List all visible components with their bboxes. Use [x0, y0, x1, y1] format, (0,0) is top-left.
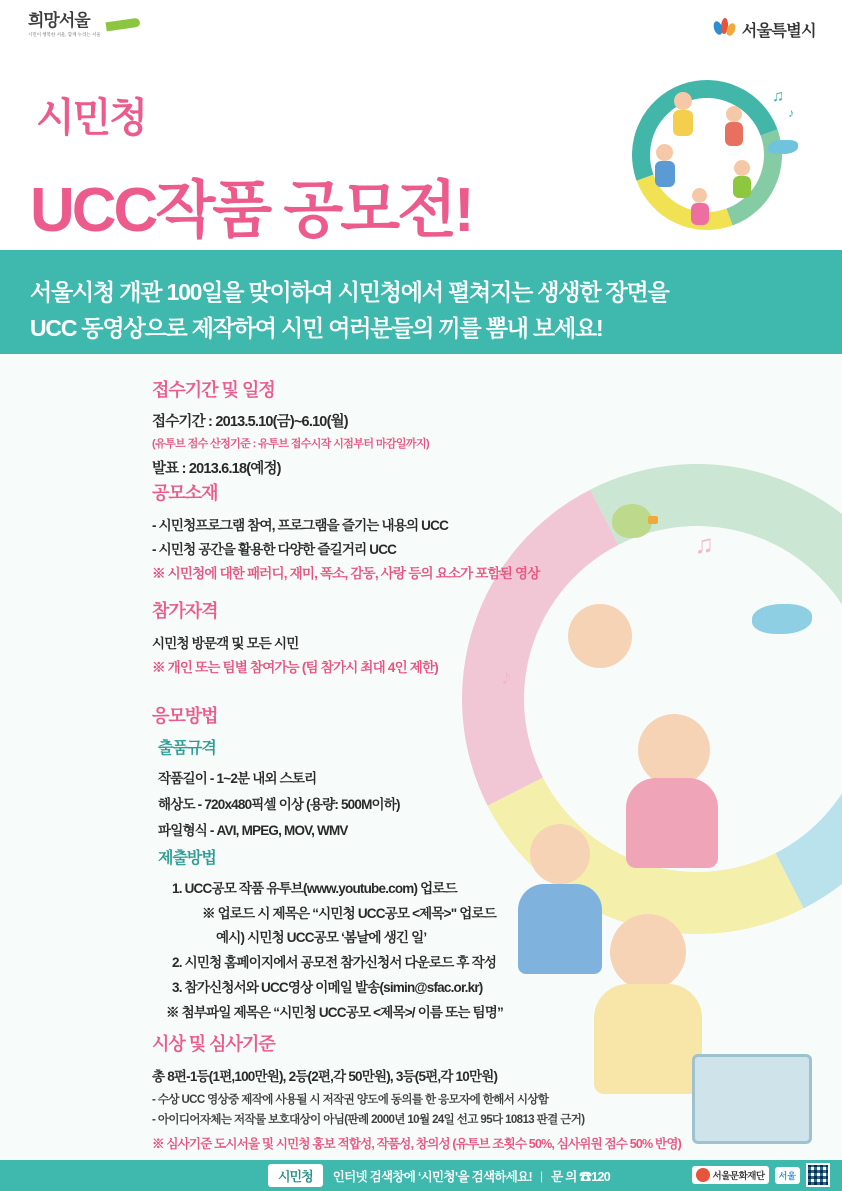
ring-shape-icon — [607, 55, 806, 254]
kid-head-icon — [674, 92, 692, 110]
schedule-row: 접수기간 : 2013.5.10(금)~6.10(월) — [152, 414, 348, 430]
seoul-city-logo-text: 서울특별시 — [741, 22, 816, 40]
section-prize-heading: 시상 및 심사기준 — [152, 1034, 275, 1054]
submit-attachment-note: ※ 첨부파일 제목은 “시민청 UCC공모 <제목>/ 이름 또는 팀명” — [166, 1005, 503, 1020]
face-icon — [530, 824, 590, 884]
face-icon — [568, 604, 632, 668]
seoul-city-logo — [714, 16, 816, 42]
kid-body-icon — [725, 122, 743, 146]
kid-body-icon — [655, 161, 675, 187]
kid-body-icon — [691, 203, 709, 225]
subtitle-line2: UCC 동영상으로 제작하여 시민 여러분들의 끼를 뽐내 보세요! — [30, 315, 603, 341]
schedule-row: 발표 : 2013.6.18(예정) — [152, 461, 281, 477]
seoul-city-mark-icon — [714, 17, 736, 41]
subtitle-line1: 서울시청 개관 100일을 맞이하여 시민청에서 펼쳐지는 생생한 장면을 — [30, 279, 669, 305]
sfac-logo — [692, 1166, 769, 1184]
submit-row: 1. UCC공모 작품 유투브(www.youtube.com) 업로드 — [172, 881, 457, 896]
title-line2: UCC작품 공모전! — [30, 176, 472, 245]
face-icon — [638, 714, 710, 786]
girl-illustration — [552, 604, 642, 724]
fish-icon — [768, 140, 798, 154]
prize-note: - 수상 UCC 영상중 제작에 사용될 시 저작권 양도에 동의를 한 응모자에 한해서 시상함 — [152, 1094, 549, 1106]
section-topic — [152, 479, 539, 586]
topic-note: ※ 시민청에 대한 패러디, 재미, 폭소, 감동, 사랑 등의 요소가 포함된 영상 — [152, 566, 540, 581]
submit-row: 2. 시민청 홈페이지에서 공모전 참가신청서 다운로드 후 작성 — [172, 955, 497, 970]
face-icon — [610, 914, 686, 990]
title-line1: 시민청 — [36, 96, 146, 140]
music-note-icon: ♫ — [772, 88, 784, 105]
music-note-icon: ♫ — [694, 529, 714, 559]
subsection-submit-heading: 제출방법 — [158, 850, 216, 867]
footer-logos — [692, 1163, 830, 1187]
submit-row: 3. 참가신청서와 UCC영상 이메일 발송(simin@sfac.or.kr) — [172, 980, 483, 995]
topic-row: - 시민청프로그램 참여, 프로그램을 즐기는 내용의 UCC — [152, 518, 449, 533]
submit-note: ※ 업로드 시 제목은 “시민청 UCC공모 <제목>" 업로드 — [202, 906, 497, 921]
kid-head-icon — [692, 188, 707, 203]
sfac-logo-text: 서울문화재단 — [712, 1171, 765, 1182]
top-bar — [0, 0, 842, 62]
kid-illustration — [612, 714, 722, 874]
schedule-note: (유투브 점수 산정기준 : 유투브 접수시작 시점부터 마감일까지) — [152, 438, 430, 450]
kid-body-icon — [733, 176, 751, 198]
section-howto — [152, 702, 218, 728]
section-schedule-heading: 접수기간 및 일정 — [152, 380, 275, 400]
submit-example: 예시) 시민청 UCC공모 ‘봄날에 생긴 일’ — [216, 930, 427, 945]
footer-separator: | — [540, 1168, 544, 1183]
kid-body-icon — [673, 110, 693, 136]
topic-row: - 시민청 공간을 활용한 다양한 즐길거리 UCC — [152, 542, 397, 557]
hope-seoul-logo-sub: 시민이 행복한 서울, 함께 누리는 서울 — [28, 32, 101, 37]
sfac-mark-icon — [696, 1168, 710, 1182]
footer-contact: 문 의 ☎120 — [551, 1169, 610, 1184]
kid-head-icon — [726, 106, 742, 122]
section-schedule — [152, 376, 429, 482]
seoul-mini-logo: 서울 — [775, 1167, 800, 1184]
prize-row: 총 8편-1등(1편,100만원), 2등(2편,각 50만원), 3등(5편,각 10만원) — [152, 1069, 498, 1084]
section-eligibility — [152, 597, 438, 680]
bird-icon — [612, 504, 652, 538]
eligibility-row: 시민청 방문객 및 모든 시민 — [152, 636, 299, 651]
music-note-icon: ♪ — [788, 106, 794, 120]
eligibility-note: ※ 개인 또는 팀별 참여가능 (팀 참가시 최대 4인 제한) — [152, 660, 438, 675]
kid-body-icon — [626, 778, 718, 868]
kid-head-icon — [734, 160, 750, 176]
subsection-submit — [158, 845, 503, 1025]
spec-row: 작품길이 - 1~2분 내외 스토리 — [158, 771, 317, 786]
section-prize — [152, 1030, 681, 1156]
kid-head-icon — [656, 144, 673, 161]
section-howto-heading: 응모방법 — [152, 706, 218, 726]
prize-criteria-note: ※ 심사기준 도시서울 및 시민청 홍보 적합성, 작품성, 창의성 (유투브 조횟수 50%, 심사위원 점수 50% 반영) — [152, 1137, 681, 1151]
house-icon — [692, 1054, 812, 1144]
music-note-icon: ♪ — [501, 664, 512, 689]
qr-code-icon[interactable] — [806, 1163, 830, 1187]
footer-bar — [0, 1160, 842, 1191]
kids-illustration — [622, 70, 802, 245]
fish-icon — [752, 604, 812, 634]
subsection-spec — [158, 735, 400, 843]
spec-row: 해상도 - 720x480픽셀 이상 (용량: 500M이하) — [158, 797, 400, 812]
spec-row: 파일형식 - AVI, MPEG, MOV, WMV — [158, 823, 348, 838]
prize-note: - 아이디어자체는 저작물 보호대상이 아님(판례 2000년 10월 24일 선고 95다 10813 판결 근거) — [152, 1114, 585, 1126]
section-topic-heading: 공모소재 — [152, 483, 218, 503]
section-eligibility-heading: 참가자격 — [152, 601, 218, 621]
hope-seoul-logo — [28, 12, 138, 52]
footer-badge: 시민청 — [268, 1164, 323, 1187]
footer-search-text: 인터넷 검색창에 ‘시민청’을 검색하세요! — [332, 1169, 533, 1184]
subsection-spec-heading: 출품규격 — [158, 740, 216, 757]
hope-seoul-logo-text: 희망서울 — [28, 11, 90, 30]
